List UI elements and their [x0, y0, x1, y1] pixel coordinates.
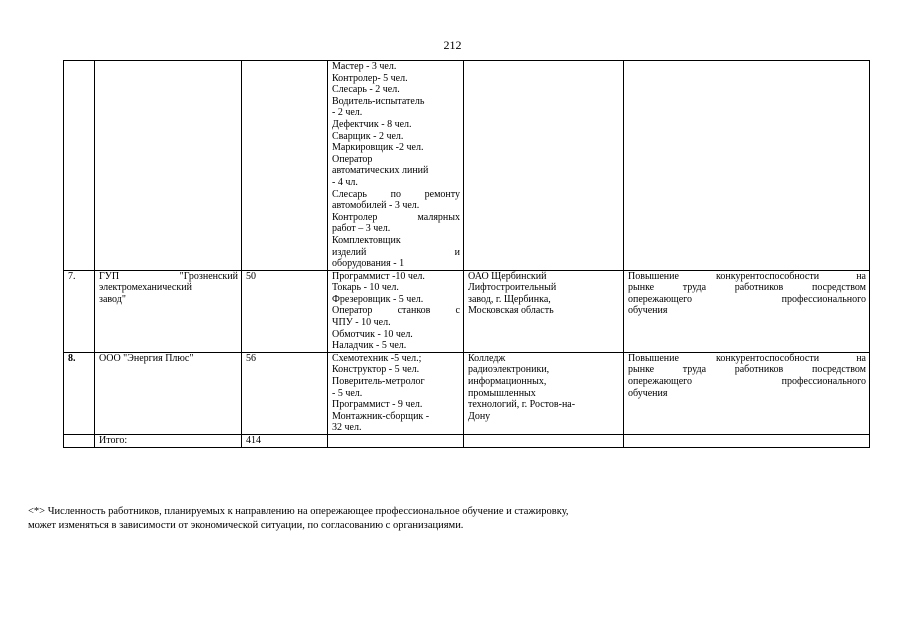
cell-number: 7. — [64, 270, 95, 352]
cell-line: оборудования - 1 — [332, 258, 405, 270]
cell-count: 50 — [242, 270, 328, 352]
cell-line: Схемотехник -5 чел.; — [332, 352, 422, 364]
cell-count: 56 — [242, 352, 328, 434]
cell-line: Конструктор - 5 чел. — [332, 364, 420, 376]
cell-line: информационных, — [468, 376, 547, 388]
cell-goal — [624, 435, 870, 448]
cell-goal — [624, 270, 870, 352]
cell-line: Монтажник-сборщик - — [332, 410, 430, 422]
cell-number — [64, 435, 95, 448]
footnote — [28, 505, 888, 533]
cell-line: Московская область — [468, 305, 554, 317]
cell-line: ГУП "Грозненский — [99, 270, 238, 282]
cell-line: электромеханический — [99, 282, 192, 294]
cell-number: 8. — [64, 352, 95, 434]
total-value: 414 — [242, 435, 328, 448]
cell-line: Водитель-испытатель — [332, 95, 425, 107]
total-label: Итого: — [95, 435, 242, 448]
cell-professions — [328, 352, 464, 434]
cell-line: рынке труда работников посредством — [628, 282, 866, 294]
table-row — [64, 61, 870, 271]
cell-line: 32 чел. — [332, 422, 362, 434]
cell-line: Повышение конкурентоспособности на — [628, 270, 866, 282]
cell-partner — [464, 435, 624, 448]
cell-line: Сварщик - 2 чел. — [332, 130, 404, 142]
footnote-line: может изменяться в зависимости от экономической ситуации, по согласованию с организациями. — [28, 520, 464, 531]
cell-line: - 2 чел. — [332, 107, 363, 119]
cell-line: ОАО Щербинский — [468, 270, 547, 282]
cell-line: завод" — [99, 293, 126, 305]
cell-line: Фрезеровщик - 5 чел. — [332, 293, 424, 305]
cell-number — [64, 61, 95, 271]
table-body — [64, 61, 870, 448]
cell-line: Контролер- 5 чел. — [332, 72, 408, 84]
cell-line: Обмотчик - 10 чел. — [332, 328, 413, 340]
cell-line: Лифтостроительный — [468, 282, 557, 294]
cell-line: Мастер - 3 чел. — [332, 61, 397, 72]
cell-line: Маркировщик -2 чел. — [332, 142, 424, 154]
cell-line: опережающего профессионального — [628, 376, 866, 388]
cell-line: Наладчик - 5 чел. — [332, 340, 407, 352]
cell-line: ООО "Энергия Плюс" — [99, 352, 194, 364]
cell-partner — [464, 61, 624, 271]
cell-line: Программист -10 чел. — [332, 270, 425, 282]
program-table — [63, 60, 870, 448]
cell-line: автомобилей - 3 чел. — [332, 200, 420, 212]
footnote-line: <*> Численность работников, планируемых к направлению на опережающее профессиональное обучение и стажировку, — [28, 506, 569, 517]
cell-line: Слесарь - 2 чел. — [332, 84, 400, 96]
cell-organization — [95, 270, 242, 352]
page-number: 212 — [443, 38, 462, 52]
cell-professions — [328, 270, 464, 352]
cell-line: Дону — [468, 410, 491, 422]
table-total-row — [64, 435, 870, 448]
cell-line: Комплектовщик — [332, 234, 401, 246]
cell-organization — [95, 352, 242, 434]
cell-line: автоматических линий — [332, 165, 429, 177]
cell-partner — [464, 270, 624, 352]
cell-line: - 4 чл. — [332, 176, 358, 188]
cell-line: Дефектчик - 8 чел. — [332, 118, 412, 130]
cell-line: технологий, г. Ростов-на- — [468, 399, 576, 411]
table-row — [64, 352, 870, 434]
cell-goal — [624, 352, 870, 434]
cell-professions — [328, 435, 464, 448]
table-row — [64, 270, 870, 352]
cell-line: Колледж — [468, 352, 506, 364]
cell-line: Оператор — [332, 153, 373, 165]
cell-count — [242, 61, 328, 271]
cell-line: Поверитель-метролог — [332, 376, 425, 388]
cell-goal — [624, 61, 870, 271]
cell-line: - 5 чел. — [332, 387, 363, 399]
cell-line: Контролер малярных — [332, 211, 460, 223]
cell-line: радиоэлектроники, — [468, 364, 550, 376]
cell-line: обучения — [628, 305, 668, 317]
cell-line: Программист - 9 чел. — [332, 399, 423, 411]
cell-organization — [95, 61, 242, 271]
cell-line: промышленных — [468, 387, 536, 399]
cell-line: Слесарь по ремонту — [332, 188, 460, 200]
cell-line: ЧПУ - 10 чел. — [332, 317, 391, 329]
cell-partner — [464, 352, 624, 434]
cell-line: Повышение конкурентоспособности на — [628, 352, 866, 364]
cell-line: завод, г. Щербинка, — [468, 293, 551, 305]
cell-line: Оператор станков с — [332, 305, 460, 317]
cell-line: Токарь - 10 чел. — [332, 282, 399, 294]
cell-professions — [328, 61, 464, 271]
cell-line: опережающего профессионального — [628, 293, 866, 305]
cell-line: изделий и — [332, 246, 460, 258]
cell-line: обучения — [628, 387, 668, 399]
cell-line: рынке труда работников посредством — [628, 364, 866, 376]
cell-line: работ – 3 чел. — [332, 223, 391, 235]
